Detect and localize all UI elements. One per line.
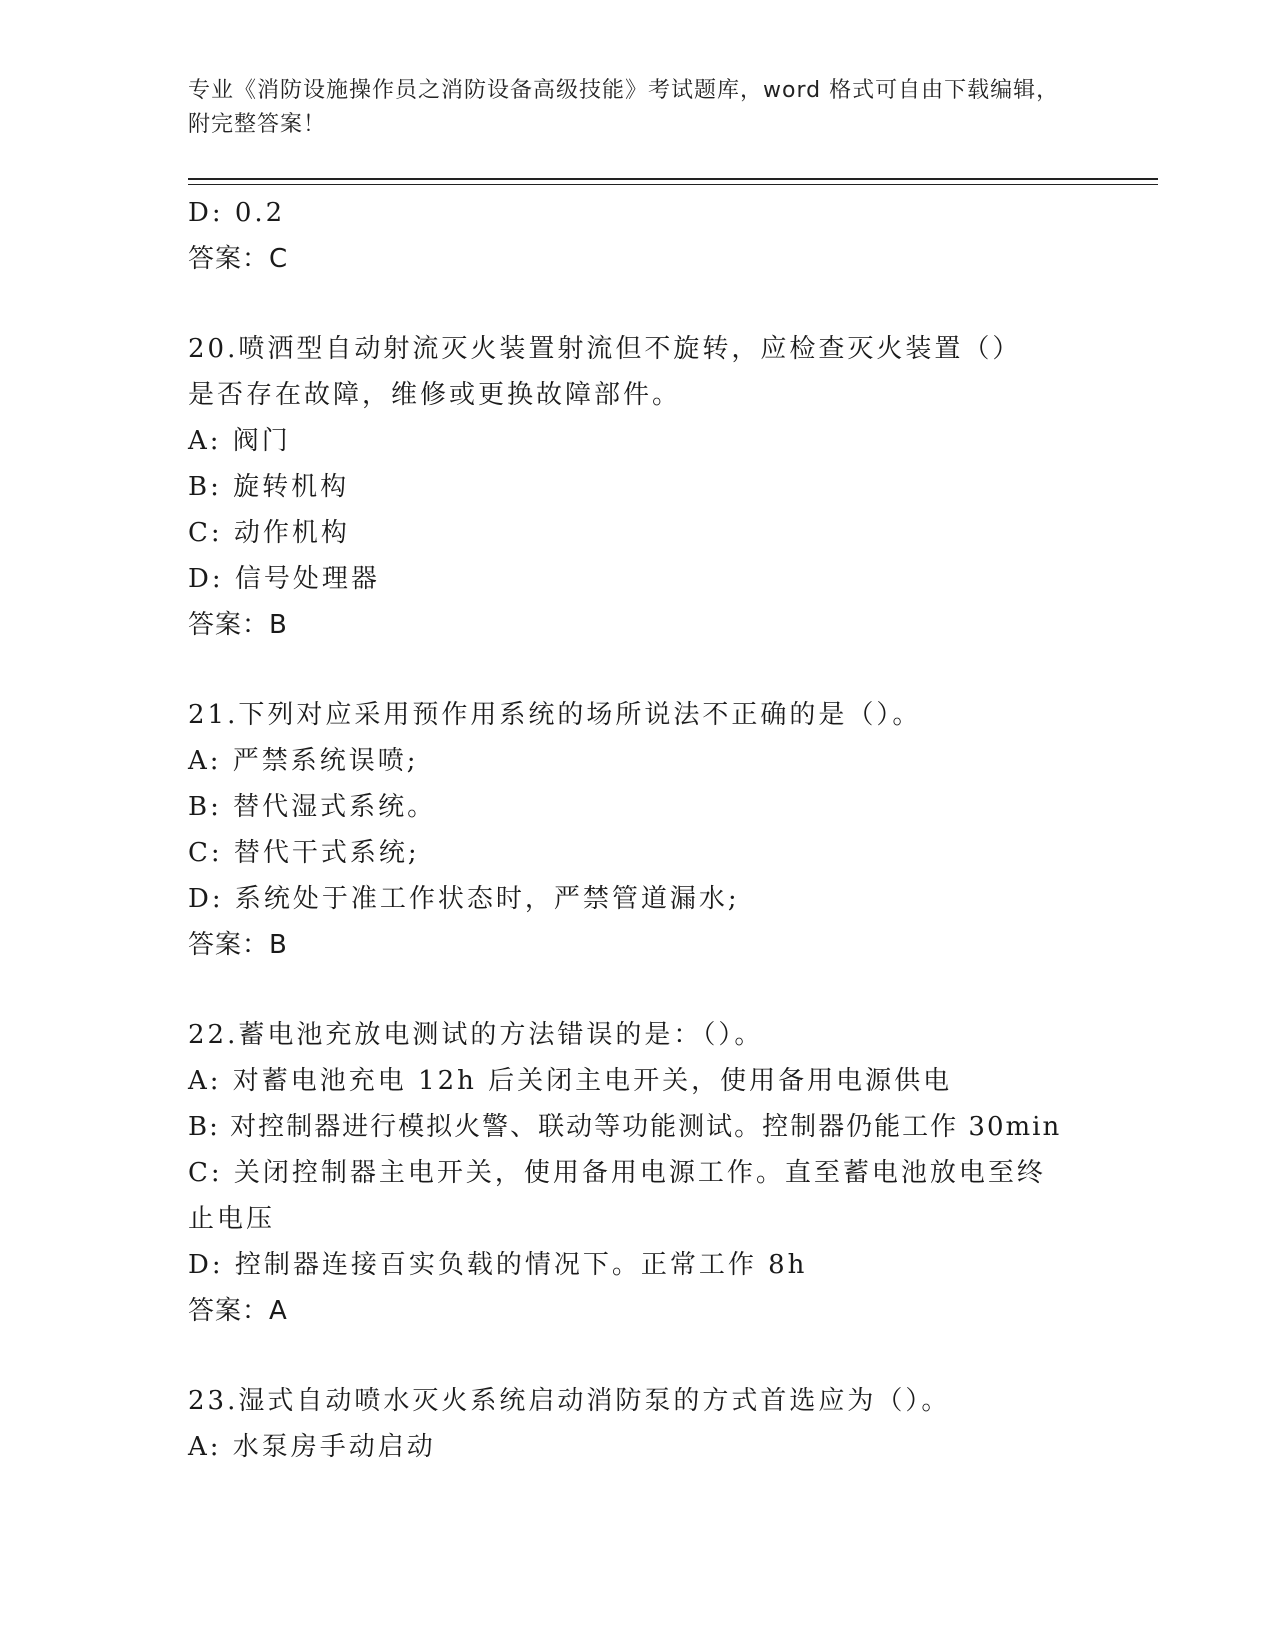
header-divider-thick: [188, 178, 1158, 180]
question-content: [188, 190, 1088, 1470]
spacer: [188, 1334, 1088, 1378]
question-20-answer: 答案：B: [188, 610, 288, 640]
question-23-option-a: A: 水泵房手动启动: [188, 1432, 436, 1462]
question-21-option-c: C: 替代干式系统;: [188, 838, 420, 868]
question-22-stem: 22.蓄电池充放电测试的方法错误的是：（）。: [188, 1020, 764, 1050]
header-divider-thin: [188, 184, 1158, 185]
question-22-answer: 答案：A: [188, 1296, 288, 1326]
page-header: 专业《消防设施操作员之消防设备高级技能》考试题库，word 格式可自由下载编辑，附完整答案！: [188, 78, 1060, 137]
question-20-option-d: D: 信号处理器: [188, 564, 380, 594]
spacer: [188, 648, 1088, 692]
question-21-option-b: B: 替代湿式系统。: [188, 792, 437, 822]
question-20-stem: 20.喷洒型自动射流灭火装置射流但不旋转，应检查灭火装置（）是否存在故障，维修或更换故障部件。: [188, 334, 1022, 410]
spacer: [188, 282, 1088, 326]
prev-option-d: D: 0.2: [188, 198, 286, 228]
question-20-option-a: A: 阀门: [188, 426, 291, 456]
prev-answer: 答案：C: [188, 244, 289, 274]
question-22-option-c: C: 关闭控制器主电开关，使用备用电源工作。直至蓄电池放电至终止电压: [188, 1158, 1046, 1234]
question-21-stem: 21.下列对应采用预作用系统的场所说法不正确的是（）。: [188, 700, 922, 730]
question-21-answer: 答案：B: [188, 930, 288, 960]
question-20-option-b: B: 旋转机构: [188, 472, 350, 502]
question-23-stem: 23.湿式自动喷水灭火系统启动消防泵的方式首选应为（）。: [188, 1386, 951, 1416]
spacer: [188, 968, 1088, 1012]
question-22-option-d: D: 控制器连接百实负载的情况下。正常工作 8h: [188, 1250, 808, 1280]
question-21-option-a: A: 严禁系统误喷;: [188, 746, 419, 776]
question-22-option-b: B: 对控制器进行模拟火警、联动等功能测试。控制器仍能工作 30min: [188, 1112, 1062, 1142]
question-22-option-a: A: 对蓄电池充电 12h 后关闭主电开关，使用备用电源供电: [188, 1066, 953, 1096]
question-20-option-c: C: 动作机构: [188, 518, 350, 548]
question-21-option-d: D: 系统处于准工作状态时，严禁管道漏水;: [188, 884, 740, 914]
